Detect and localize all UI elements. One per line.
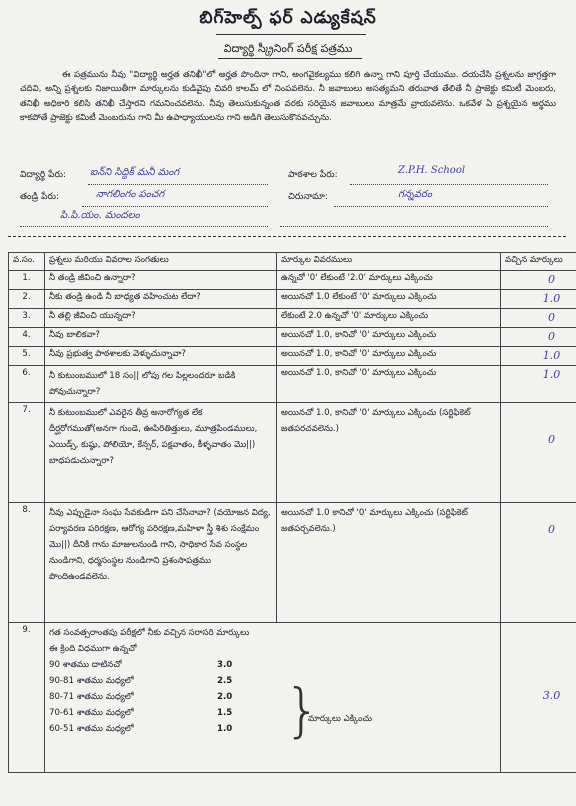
- row-no: 9.: [9, 623, 45, 773]
- address-field: చిరునామా:: [288, 192, 328, 202]
- header-marks: వచ్చిన మార్కులు: [501, 253, 576, 271]
- father-name-field: తండ్రి పేరు:: [20, 192, 59, 202]
- scale-row: [49, 721, 496, 737]
- table-row: [9, 503, 576, 623]
- extra-line-right[interactable]: [280, 212, 548, 227]
- scale-row: [49, 657, 496, 673]
- row-details: ఉన్నచో '0' లేకుంటే '2.0' మార్కులు ఎక్కించు: [277, 271, 501, 290]
- row-no: 2.: [9, 290, 45, 309]
- table-row: [9, 290, 576, 309]
- row-mark[interactable]: 1.0: [501, 366, 576, 403]
- student-name-label: విద్యార్థి పేరు: [20, 170, 63, 180]
- row-no: 4.: [9, 328, 45, 347]
- scale-label: 70-61 శాతము మధ్యలో: [49, 708, 134, 718]
- row-mark[interactable]: 0: [501, 328, 576, 347]
- table-row: [9, 403, 576, 503]
- scale-value: 2.0: [217, 692, 233, 702]
- row-question: నీ కుటుంబములో 18 సం|| లోపు గల పిల్లలందరూ బడికి పోవుచున్నారా?: [45, 366, 277, 403]
- row-mark[interactable]: 1.0: [501, 347, 576, 366]
- subtitle-underline: [218, 58, 362, 59]
- row-no: 7.: [9, 403, 45, 503]
- row-mark[interactable]: 0: [501, 271, 576, 290]
- row-details: అయినచో 1.0 లేకుంటే '0' మార్కులు ఎక్కించు: [277, 290, 501, 309]
- dashed-divider: [8, 236, 566, 237]
- form-title: బిగ్‌హెల్ప్ ఫర్ ఎడ్యుకేషన్: [199, 8, 377, 28]
- row-details: అయినచో 1.0, కానిచో '0' మార్కులు ఎక్కించు: [277, 366, 501, 403]
- extra-line-value: పి.పి.యం. మందలం: [60, 210, 140, 221]
- row-mark[interactable]: 0: [501, 503, 576, 623]
- instructions-paragraph: ఈ పత్రమును నీవు "విద్యార్థి అర్హత తనిఖీ"లో అర్హత పొందినా గాని, అంగవైకల్యము కలిగి ఉన్నా గాని పూర్తి చేయుము. దయచేసి ప్రశ్నలను జాగ్రత్తగా చదివి, అన్ని ప్రశ్నలకు నిజాయితీగా మార్కులను కుడివైపు చివరి కాలమ్ లో నింపవలెను. నీ జవాబులు అసత్యమని తరువాత తేలితే నీ ప్రాజెక్టు కమిటీ మెంబరు, తనిఖీ అధికారి కలిసి తనిఖీ చేస్తారని గమనించవలెను. నీవు తెలుసుకున్నంత వరకు సరియైన జవాబులు మాత్రమే వ్రాయవలెను. ఒకవేళ ఏ ప్రశ్నయైన అర్థము కాకపోతే ప్రాజెక్టు కమిటీ మెంబరును గాని మీ ఉపాధ్యాయులను గాని అడిగి తెలుసుకొనవచ్చును.: [20, 70, 556, 124]
- school-name-label: పాఠశాల పేరు: [288, 170, 335, 180]
- row-no: 3.: [9, 309, 45, 328]
- row-mark[interactable]: 0: [501, 309, 576, 328]
- scale-row: [49, 705, 496, 721]
- table-row: [9, 309, 576, 328]
- scale-value: 1.5: [217, 708, 233, 718]
- row-details: అయినచో 1.0 కానిచో '0' మార్కులు ఎక్కించు (సర్టిఫికెట్ జతపర్చవలెను.): [277, 503, 501, 623]
- row-details: అయినచో 1.0, కానిచో '0' మార్కులు ఎక్కించు: [277, 347, 501, 366]
- school-name-field: పాఠశాల పేరు:: [288, 170, 338, 180]
- student-name-field: విద్యార్థి పేరు:: [20, 170, 66, 180]
- row-mark[interactable]: 3.0: [501, 623, 576, 773]
- row-question: నీవు బాలికవా?: [45, 328, 277, 347]
- scale-label: 90 శాతము దాటినచో: [49, 660, 122, 670]
- table-header-row: [9, 253, 576, 271]
- scale-value: 1.0: [217, 724, 233, 734]
- student-name-value: ఐన్‌ని సిద్దిక్ మనీ మంగ: [90, 167, 180, 178]
- row-question-scale: [45, 623, 501, 773]
- title-underline: [216, 34, 366, 35]
- row-question: నీ తండ్రి జీవించి ఉన్నారా?: [45, 271, 277, 290]
- address-label: చిరునామా: [288, 192, 325, 202]
- row-question: గత సంవత్సరాంతపు పరీక్షలో నీకు వచ్చిన సరాసరి మార్కులు ఈ క్రింది విధముగా ఉన్నచో: [49, 628, 250, 654]
- table-row: [9, 347, 576, 366]
- row-details: లేకుంటే 2.0 ఉన్నచో '0' మార్కులు ఎక్కించు: [277, 309, 501, 328]
- row-no: 6.: [9, 366, 45, 403]
- scale-label: 60-51 శాతము మధ్యలో: [49, 724, 134, 734]
- extra-line-left[interactable]: [20, 212, 268, 227]
- row-no: 8.: [9, 503, 45, 623]
- father-name-value: నాగలింగం పంచగ: [96, 189, 165, 200]
- scale-value: 3.0: [217, 660, 233, 670]
- scale-instruction: మార్కులు ఎక్కించు: [308, 714, 373, 724]
- row-question: నీ కుటుంబములో ఎవరైన తీవ్ర అనారోగ్యత లేక దీర్ఘరోగముతో(అనగా గుండె, ఊపిరితిత్తులు, మూత్రపిండములు, ఎయిడ్స్, కుష్ఠు, పోలియో, కేన్సర్, పక్షవాతం, కీళ్ళవాతం మొ||) బాధపడుచున్నారా?: [45, 403, 277, 503]
- header-question: ప్రశ్నలు మరియు వివరాల సంగతులు: [45, 253, 277, 271]
- row-details: అయినచో 1.0, కానిచో '0' మార్కులు ఎక్కించు (సర్టిఫికెట్ జతపరచవలెను.): [277, 403, 501, 503]
- table-row: [9, 271, 576, 290]
- header-details: మార్కుల వివరములు: [277, 253, 501, 271]
- row-mark[interactable]: 0: [501, 403, 576, 503]
- scale-row: [49, 673, 496, 689]
- row-mark[interactable]: 1.0: [501, 290, 576, 309]
- row-details: అయినచో 1.0, కానిచో '0' మార్కులు ఎక్కించు: [277, 328, 501, 347]
- father-name-label: తండ్రి పేరు: [20, 192, 56, 202]
- school-name-value: Z.P.H. School: [398, 165, 466, 176]
- scale-label: 90-81 శాతము మధ్యలో: [49, 676, 134, 686]
- row-question: నీవు ఎప్పుడైనా సంఘ సేవకుడిగా పని చేసినావా? (వయోజన విద్య, పర్యావరణ పరిరక్షణ, ఆరోగ్య పరిరక్షణ,మహిళా స్త్రీ శిశు సంక్షేమం మొ||) దీనికి గాను మాజులనుండి గాని, సాధికార సేవ సంస్థల నుండిగాని, ధర్మసంస్థల నుండిగాని ప్రశంసాపత్రము పొందిఉండవలెను.: [45, 503, 277, 623]
- scale-label: 80-71 శాతము మధ్యలో: [49, 692, 134, 702]
- row-question: నీవు ప్రభుత్వ పాఠశాలకు వెళ్ళుచున్నావా?: [45, 347, 277, 366]
- header-no: వ.సం.: [9, 253, 45, 271]
- table-row: [9, 328, 576, 347]
- curly-brace: }: [284, 676, 321, 744]
- scale-row: [49, 689, 496, 705]
- row-no: 1.: [9, 271, 45, 290]
- form-subtitle: విద్యార్థి స్క్రీనింగ్ పరీక్ష పత్రము: [223, 42, 353, 55]
- row-question: నీ తల్లి జీవించి యున్నదా?: [45, 309, 277, 328]
- table-row: [9, 366, 576, 403]
- row-question: నీకు తండ్రి ఉండి నీ బాధ్యత వహించుట లేదా?: [45, 290, 277, 309]
- address-line[interactable]: [334, 192, 548, 207]
- row-no: 5.: [9, 347, 45, 366]
- scale-value: 2.5: [217, 676, 233, 686]
- address-value: గన్నవరం: [398, 189, 432, 200]
